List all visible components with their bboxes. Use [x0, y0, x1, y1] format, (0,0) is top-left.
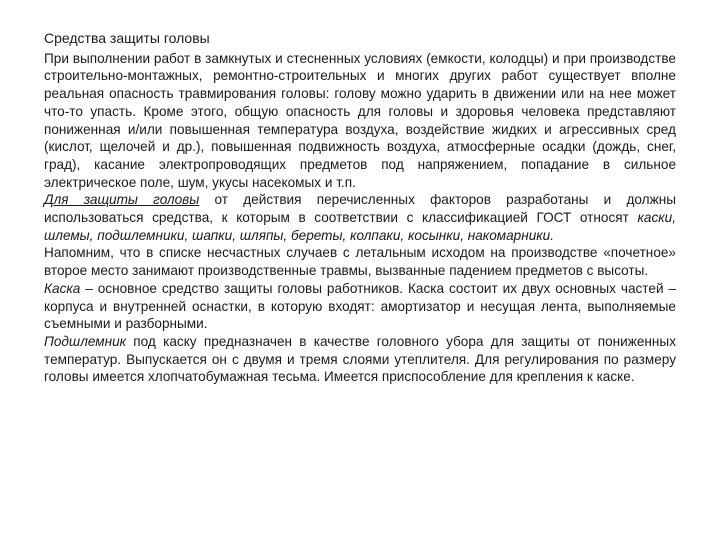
helmet-description: – основное средство защиты головы работников. Каска состоит их двух основных частей – корпуса и внутренней оснастки, в которую входят: амортизатор и несущая лента, выполняемые съемными и разборными. — [44, 280, 676, 332]
paragraph-hazards: При выполнении работ в замкнутых и стесненных условиях (емкости, колодцы) и при производстве строительно-монтажных, ремонтно-строительных и многих других работ существует вполне реальная опасность травмирования головы: голову можно ударить в движении или на нее может что-то упасть. Кроме этого, общую опасность для головы и здоровья человека представляют пониженная и/или повышенная температура воздуха, воздействие жидких и агрессивных сред (кислот, щелочей и др.), повышенная подвижность воздуха, атмосферные осадки (дождь, снег, град), касание электропроводящих предметов под напряжением, попадание в сильное электрическое поле, шум, укусы насекомых и т.п. — [44, 50, 676, 190]
paragraph-helmet — [44, 280, 676, 333]
paragraph-statistics: Напомним, что в списке несчастных случаев с летальным исходом на производстве «почетное» второе место занимают производственные травмы, вызванные падением предметов с высоты. — [44, 245, 676, 279]
helmet-term: Каска — [44, 280, 81, 296]
balaclava-description: под каску предназначен в качестве головного убора для защиты от пониженных температур. Выпускается он с двумя и тремя слоями утеплителя. Для регулирования по размеру головы имеется хлопчатобумажная тесьма. Имеется приспособление для крепления к каске. — [44, 333, 676, 385]
balaclava-term: Подшлемник — [44, 333, 127, 349]
paragraph-protection-means — [44, 191, 676, 244]
protection-items-list: каски, шлемы, подшлемники, шапки, шляпы, береты, колпаки, косынки, накомарники. — [44, 210, 676, 243]
document-title: Средства защиты головы — [44, 30, 210, 46]
protection-body-text: от действия перечисленных факторов разработаны и должны использоваться средства, к которым в соответствии с классификацией ГОСТ относят — [44, 192, 676, 226]
document-page — [44, 30, 676, 386]
protection-lead-text: Для защиты головы — [44, 192, 200, 208]
paragraph-balaclava — [44, 333, 676, 386]
